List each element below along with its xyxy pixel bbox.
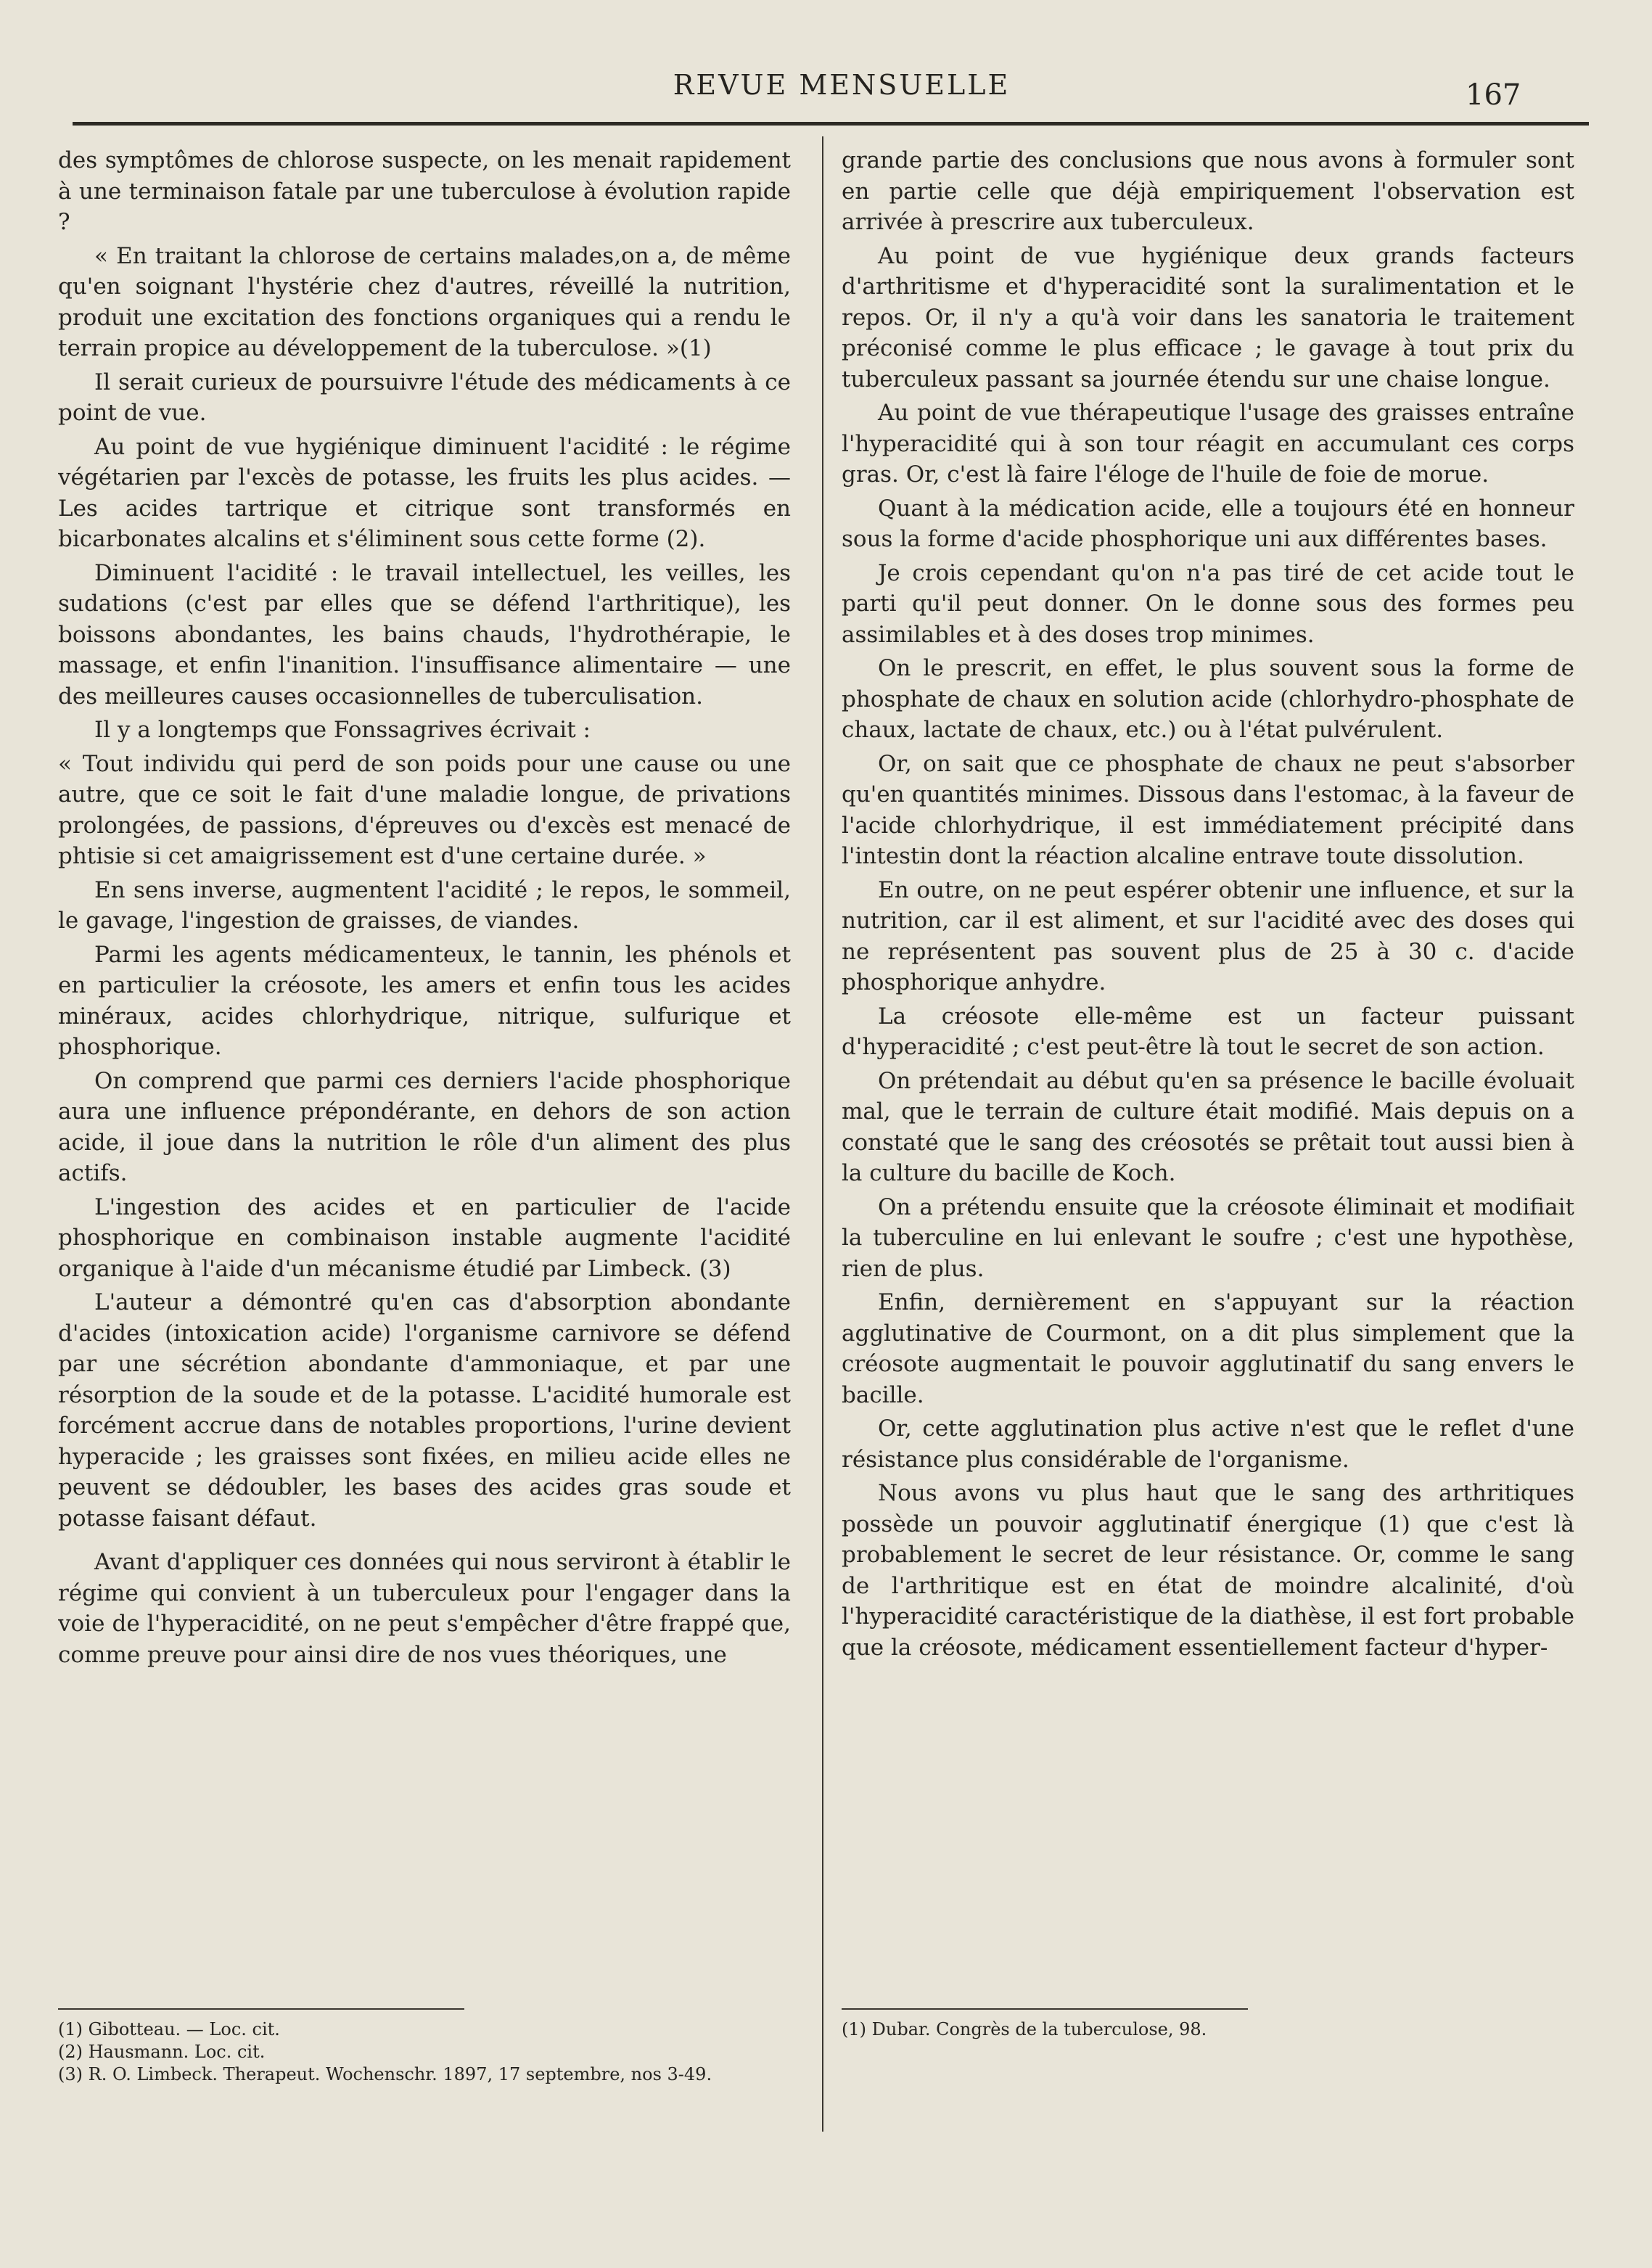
- paragraph: Il serait curieux de poursuivre l'étude des médicaments à ce point de vue.: [58, 369, 791, 426]
- paragraph: En sens inverse, augmentent l'acidité ; le repos, le sommeil, le gavage, l'ingestion de graisses, de viandes.: [58, 876, 791, 934]
- footnote: (1) Dubar. Congrès de la tuberculose, 98.: [842, 2019, 1207, 2039]
- paragraph: Enfin, dernièrement en s'appuyant sur la réaction agglutinative de Courmont, on a dit plus simplement que la créosote augmentait le pouvoir agglutinatif du sang envers le bacille.: [842, 1289, 1574, 1408]
- paragraph: Au point de vue thérapeutique l'usage des graisses entraîne l'hyperacidité qui à son tour réagit en accumulant ces corps gras. Or, c'est là faire l'éloge de l'huile de foie de morue.: [842, 400, 1574, 488]
- footnotes: [58, 2018, 791, 2086]
- column-divider: [822, 136, 823, 2132]
- paragraph: Or, cette agglutination plus active n'est que le reflet d'une résistance plus considérable de l'organisme.: [842, 1416, 1574, 1473]
- header-rule: [73, 122, 1589, 126]
- paragraph: On prétendait au début qu'en sa présence le bacille évoluait mal, que le terrain de culture était modifié. Mais depuis on a constaté que le sang des créosotés se prêtait tout aussi bien à la culture du bacille de Koch.: [842, 1067, 1574, 1186]
- paragraph: Au point de vue hygiénique deux grands facteurs d'arthritisme et d'hyperacidité sont la suralimentation et le repos. Or, il n'y a qu'à voir dans les sanatoria le traitement préconisé comme le plus efficace ; le gavage à tout prix du tuberculeux passant sa journée étendu sur une chaise longue.: [842, 242, 1574, 393]
- paragraph: « En traitant la chlorose de certains malades,on a, de même qu'en soignant l'hystérie chez d'autres, réveillé la nutrition, produit une excitation des fonctions organiques qui a rendu le terrain propice au développement de la tuberculose. »(1): [58, 242, 791, 361]
- left-column-text: [58, 145, 791, 1981]
- paragraph: On a prétendu ensuite que la créosote éliminait et modifiait la tuberculine en lui enlevant le soufre ; c'est une hypothèse, rien de plus.: [842, 1193, 1574, 1282]
- footnote-rule: [842, 2008, 1248, 2010]
- paragraph: des symptômes de chlorose suspecte, on les menait rapidement à une terminaison fatale par une tuberculose à évolution rapide ?: [58, 147, 791, 235]
- paragraph: Il y a longtemps que Fonssagrives écrivait :: [94, 717, 591, 743]
- paragraph: Nous avons vu plus haut que le sang des arthritiques possède un pouvoir agglutinatif énergique (1) que c'est là probablement le secret de leur résistance. Or, comme le sang de l'arthritique est en état de moindre alcalinité, d'où l'hyperacidité caractéristique de la diathèse, il est fort probable que la créosote, médicament essentiellement facteur d'hyper-: [842, 1480, 1574, 1661]
- paragraph: L'auteur a démontré qu'en cas d'absorption abondante d'acides (intoxication acide) l'organisme carnivore se défend par une sécrétion abondante d'ammoniaque, et par une résorption de la soude et de la potasse. L'acidité humorale est forcément accrue dans de notables proportions, l'urine devient hyperacide ; les graisses sont fixées, en milieu acide elles ne peuvent se dédoubler, les bases des acides gras soude et potasse faisant défaut.: [58, 1289, 791, 1532]
- footnotes: [842, 2018, 1574, 2041]
- paragraph: Je crois cependant qu'on n'a pas tiré de cet acide tout le parti qu'il peut donner. On le donne sous des formes peu assimilables et à des doses trop minimes.: [842, 559, 1574, 648]
- running-head: [0, 67, 1652, 110]
- footnote: (2) Hausmann. Loc. cit.: [58, 2042, 266, 2062]
- paragraph: Quant à la médication acide, elle a toujours été en honneur sous la forme d'acide phosphorique uni aux différentes bases.: [842, 495, 1574, 552]
- right-column: [842, 145, 1574, 2264]
- journal-title: REVUE MENSUELLE: [673, 69, 1011, 101]
- page-number: 167: [1466, 78, 1521, 112]
- footnote: (3) R. O. Limbeck. Therapeut. Wochenschr. 1897, 17 septembre, nos 3-49.: [58, 2064, 712, 2084]
- footnote: (1) Gibotteau. — Loc. cit.: [58, 2019, 280, 2039]
- paragraph: Or, on sait que ce phosphate de chaux ne peut s'absorber qu'en quantités minimes. Dissous dans l'estomac, à la faveur de l'acide chlorhydrique, il est immédiatement précipité dans l'intestin dont la réaction alcaline entrave toute dissolution.: [842, 750, 1574, 869]
- paragraph: On comprend que parmi ces derniers l'acide phosphorique aura une influence prépondérante, en dehors de son action acide, il joue dans la nutrition le rôle d'un aliment des plus actifs.: [58, 1067, 791, 1186]
- paragraph: grande partie des conclusions que nous avons à formuler sont en partie celle que déjà empiriquement l'observation est arrivée à prescrire aux tuberculeux.: [842, 147, 1574, 235]
- paragraph: La créosote elle-même est un facteur puissant d'hyperacidité ; c'est peut-être là tout le secret de son action.: [842, 1003, 1574, 1060]
- paragraph: Au point de vue hygiénique diminuent l'acidité : le régime végétarien par l'excès de potasse, les fruits les plus acides. — Les acides tartrique et citrique sont transformés en bicarbonates alcalins et s'éliminent sous cette forme (2).: [58, 433, 791, 552]
- left-column: [58, 145, 791, 2264]
- right-column-text: [842, 145, 1574, 1981]
- paragraph: Diminuent l'acidité : le travail intellectuel, les veilles, les sudations (c'est par elles que se défend l'arthritique), les boissons abondantes, les bains chauds, l'hydrothérapie, le massage, et enfin l'inanition. l'insuffisance alimentaire — une des meilleures causes occasionnelles de tuberculisation.: [58, 559, 791, 710]
- paragraph: L'ingestion des acides et en particulier de l'acide phosphorique en combinaison instable augmente l'acidité organique à l'aide d'un mécanisme étudié par Limbeck. (3): [58, 1193, 791, 1282]
- paragraph: Avant d'appliquer ces données qui nous serviront à établir le régime qui convient à un tuberculeux pour l'engager dans la voie de l'hyperacidité, on ne peut s'empêcher d'être frappé que, comme preuve pour ainsi dire de nos vues théoriques, une: [58, 1549, 791, 1668]
- paragraph: En outre, on ne peut espérer obtenir une influence, et sur la nutrition, car il est aliment, et sur l'acidité avec des doses qui ne représentent pas souvent plus de 25 à 30 c. d'acide phosphorique anhydre.: [842, 876, 1574, 995]
- paragraph: On le prescrit, en effet, le plus souvent sous la forme de phosphate de chaux en solution acide (chlorhydro-phosphate de chaux, lactate de chaux, etc.) ou à l'état pulvérulent.: [842, 655, 1574, 743]
- quotation: « Tout individu qui perd de son poids pour une cause ou une autre, que ce soit le fait d'une maladie longue, de privations prolongées, de passions, d'épreuves ou d'excès est menacé de phtisie si cet amaigrissement est d'une certaine durée. »: [58, 750, 791, 869]
- paragraph: Parmi les agents médicamenteux, le tannin, les phénols et en particulier la créosote, les amers et enfin tous les acides minéraux, acides chlorhydrique, nitrique, sulfurique et phosphorique.: [58, 941, 791, 1060]
- footnote-rule: [58, 2008, 464, 2010]
